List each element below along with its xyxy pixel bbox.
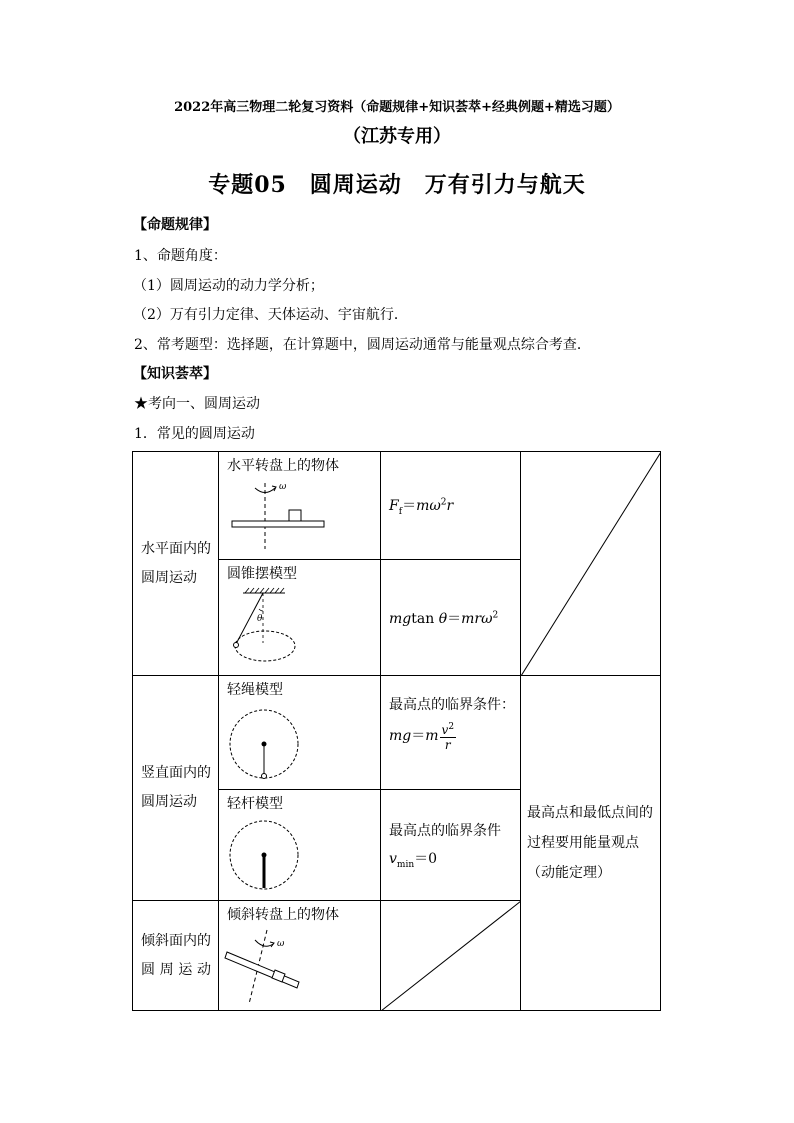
model-incline-label: 倾斜转盘上的物体	[227, 907, 339, 923]
formula-turntable: $F_f=m\omega^2r$	[389, 496, 454, 517]
empty-cell-inclined	[381, 901, 521, 1011]
empty-cell-horizontal	[521, 452, 661, 676]
topic-item-common-motions: 1．常见的圆周运动	[134, 426, 255, 442]
formula-cell-rope	[381, 676, 521, 790]
theta-label: θ	[257, 614, 263, 624]
item-angle-sub1: （1）圆周运动的动力学分析；	[133, 278, 324, 294]
diagonal-slash	[521, 452, 661, 676]
model-rope-label: 轻绳模型	[227, 682, 283, 698]
rod-condition-text: 最高点的临界条件	[389, 823, 501, 840]
section-heading-knowledge: 【知识荟萃】	[133, 366, 217, 382]
turntable-diagram	[219, 475, 379, 555]
rope-condition-text: 最高点的临界条件：	[389, 697, 515, 713]
vertical-note-cell	[521, 676, 661, 1011]
item-question-types: 2、常考题型：选择题，在计算题中，圆周运动通常与能量观点综合考查．	[134, 337, 591, 353]
category-inclined-label: 倾斜面内的圆周运动	[141, 932, 211, 978]
category-inclined	[133, 901, 219, 1011]
formula-rod: $v_{min}=0$	[389, 851, 438, 870]
model-rod-label: 轻杆模型	[227, 796, 283, 812]
model-cell-rope	[219, 676, 381, 790]
conical-pendulum-diagram	[219, 583, 379, 673]
circular-motion-table	[132, 451, 661, 1011]
model-cell-cone	[219, 560, 381, 676]
omega-label-incline: ω	[277, 939, 285, 949]
item-angle: 1、命题角度：	[134, 248, 227, 264]
formula-cone: mgtan θ＝mrω$^2$	[389, 609, 499, 627]
document-subtitle: （江苏专用）	[343, 126, 451, 147]
diagonal-slash-inclined	[381, 901, 521, 1011]
vertical-note-text: 最高点和最低点间的过程要用能量观点（动能定理）	[527, 805, 653, 881]
omega-label: ω	[279, 482, 287, 492]
document-title: 专题05 圆周运动 万有引力与航天	[208, 172, 586, 198]
topic-circular-motion: ★考向一、圆周运动	[134, 396, 260, 412]
model-turntable-label: 水平转盘上的物体	[227, 458, 339, 474]
light-rope-diagram	[219, 699, 379, 787]
category-horizontal-label: 水平面内的圆周运动	[141, 540, 211, 586]
model-cell-rod	[219, 790, 381, 901]
item-angle-sub2: （2）万有引力定律、天体运动、宇宙航行．	[133, 307, 408, 323]
category-vertical	[133, 676, 219, 901]
category-vertical-label: 竖直面内的圆周运动	[141, 765, 211, 810]
formula-cell-turntable	[381, 452, 521, 560]
inclined-turntable-diagram	[219, 924, 379, 1010]
model-cell-turntable	[219, 452, 381, 560]
formula-cell-cone	[381, 560, 521, 676]
model-cell-incline	[219, 901, 381, 1011]
formula-cell-rod	[381, 790, 521, 901]
document-supertitle: 2022年高三物理二轮复习资料（命题规律+知识荟萃+经典例题+精选习题）	[174, 100, 620, 115]
category-horizontal	[133, 452, 219, 676]
model-cone-label: 圆锥摆模型	[227, 566, 297, 582]
light-rod-diagram	[219, 813, 379, 899]
section-heading-rules: 【命题规律】	[133, 217, 217, 233]
formula-rope: mg＝m $\frac{v^2}{r}$	[389, 722, 455, 752]
